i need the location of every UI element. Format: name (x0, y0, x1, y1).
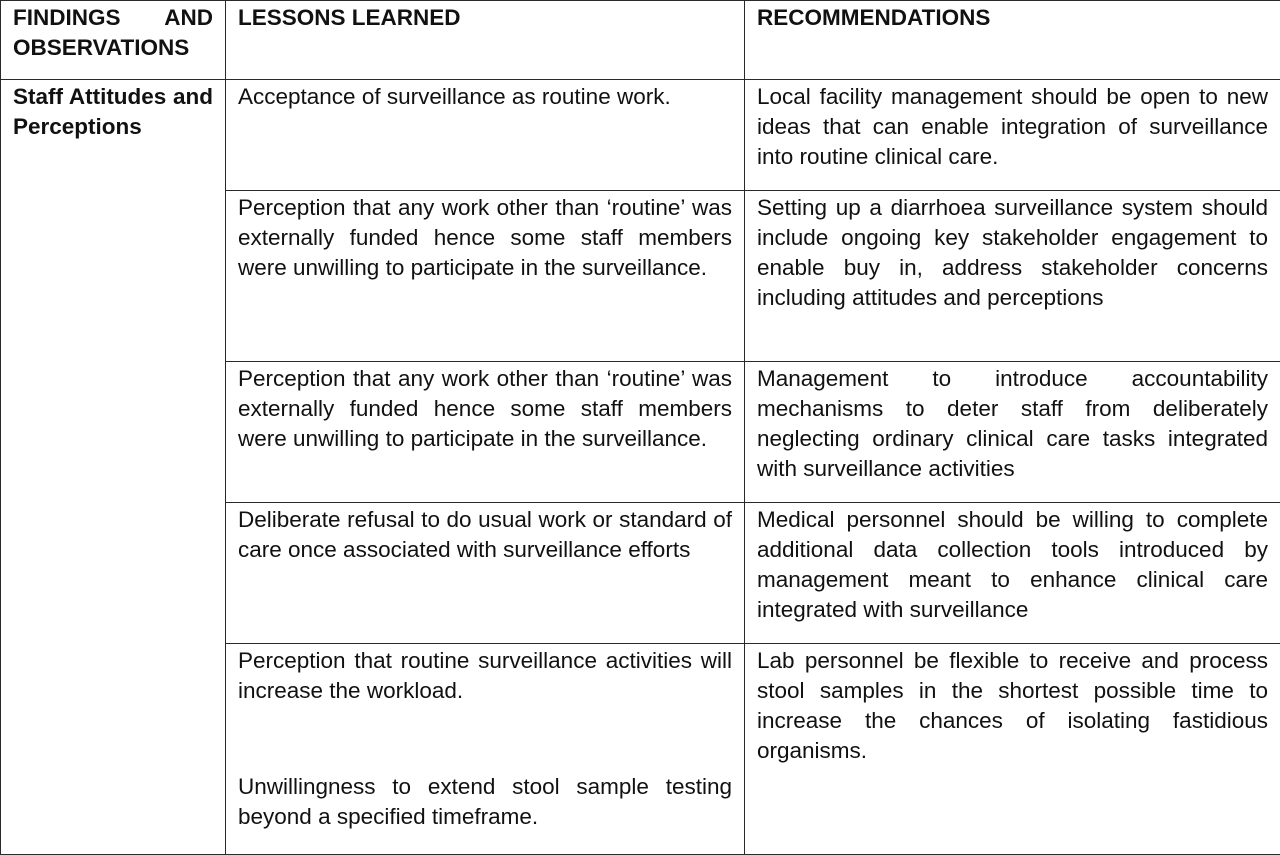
lesson-text: Perception that routine surveillance activities will increase the workload. (238, 648, 732, 703)
recommendation-cell: Lab personnel be flexible to receive and process stool samples in the shortest possible time to increase the chances of isolating fastidious organisms. (745, 644, 1280, 855)
lesson-text-extra: Unwillingness to extend stool sample testing beyond a specified timeframe. (238, 774, 732, 829)
category-cell: Staff Attitudes and Perceptions (1, 80, 226, 855)
header-row (1, 1, 1280, 80)
table-row (1, 80, 1280, 191)
lesson-cell: Acceptance of surveillance as routine work. (226, 80, 745, 191)
paragraph-gap (238, 706, 732, 772)
header-recommendations: RECOMMENDATIONS (745, 1, 1280, 80)
header-lessons: LESSONS LEARNED (226, 1, 745, 80)
recommendation-cell: Medical personnel should be willing to complete additional data collection tools introduced by management meant to enhance clinical care integrated with surveillance (745, 503, 1280, 644)
lesson-cell: Perception that any work other than ‘routine’ was externally funded hence some staff members were unwilling to participate in the surveillance. (226, 191, 745, 362)
recommendation-cell: Setting up a diarrhoea surveillance system should include ongoing key stakeholder engagement to enable buy in, address stakeholder concerns including attitudes and perceptions (745, 191, 1280, 362)
lesson-cell: Perception that any work other than ‘routine’ was externally funded hence some staff members were unwilling to participate in the surveillance. (226, 362, 745, 503)
recommendation-cell: Management to introduce accountability mechanisms to deter staff from deliberately neglecting ordinary clinical care tasks integrated with surveillance activities (745, 362, 1280, 503)
header-findings: FINDINGS AND OBSERVATIONS (1, 1, 226, 80)
lesson-cell (226, 644, 745, 855)
lesson-cell: Deliberate refusal to do usual work or standard of care once associated with surveillance efforts (226, 503, 745, 644)
recommendation-cell: Local facility management should be open to new ideas that can enable integration of surveillance into routine clinical care. (745, 80, 1280, 191)
